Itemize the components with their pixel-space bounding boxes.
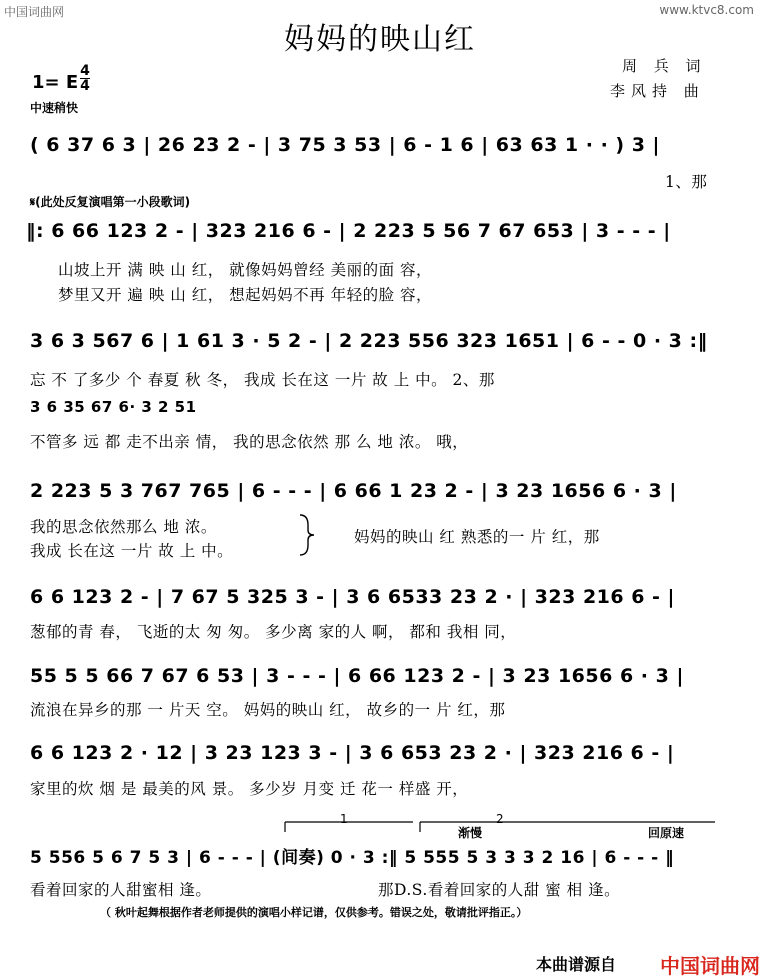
staff-5-lyric-1: 我的思念依然那么 地 浓。 bbox=[30, 518, 217, 536]
staff-3-notes: 3 6 3 567 6 | 1 61 3 · 5 2 - | 2 223 556 323 1651 | 6 - - 0 · 3 :‖ bbox=[30, 330, 708, 352]
time-signature bbox=[80, 64, 90, 93]
staff-2-lyric-2: 梦里又开 遍 映 山 红， 想起妈妈不再 年轻的脸 容， bbox=[58, 286, 432, 304]
tempo-marking: 中速稍快 bbox=[30, 101, 79, 115]
footnote: （ 秋叶起舞根据作者老师提供的演唱小样记谱，仅供参考。错误之处，敬请批评指正。） bbox=[100, 906, 528, 919]
staff-5-notes: 2 223 5 3 767 765 | 6 - - - | 6 66 1 23 2 - | 3 23 1656 6 · 3 | bbox=[30, 480, 677, 502]
staff-3-lyric: 忘 不 了多少 个 春夏 秋 冬， 我成 长在这 一片 故 上 中。 2、那 bbox=[30, 371, 495, 389]
staff-7-notes: 55 5 5 66 7 67 6 53 | 3 - - - | 6 66 123 2 - | 3 23 1656 6 · 3 | bbox=[30, 665, 684, 687]
staff-6-notes: 6 6 123 2 - | 7 67 5 325 3 - | 3 6 6533 23 2 · | 323 216 6 - | bbox=[30, 586, 675, 608]
staff-8-lyric: 家里的炊 烟 是 最美的风 景。 多少岁 月变 迁 花一 样盛 开， bbox=[30, 780, 469, 798]
lyricist: 周 兵 词 bbox=[622, 57, 707, 75]
watermark-right: www.ktvc8.com bbox=[659, 3, 754, 17]
source-site-logo: 中国词曲网 bbox=[660, 954, 760, 978]
staff-9-notes: 5 556 5 6 7 5 3 | 6 - - - | (间奏) 0 · 3 :‖ 5 555 5 3 3 3 2 16 | 6 - - - ‖ bbox=[30, 848, 675, 868]
staff-4-lyric: 不管多 远 都 走不出亲 情， 我的思念依然 那 么 地 浓。 哦， bbox=[30, 433, 469, 451]
staff-8-notes: 6 6 123 2 · 12 | 3 23 123 3 - | 3 6 653 23 2 · | 323 216 6 - | bbox=[30, 742, 675, 764]
time-top: 4 bbox=[80, 63, 90, 79]
ritardando-marking: 渐慢 bbox=[458, 826, 483, 840]
composer: 李风持 曲 bbox=[610, 82, 705, 100]
segno-marker: 𝄋(此处反复演唱第一小段歌词) bbox=[30, 195, 191, 209]
staff-9-lyric-2: 那D.S.看着回家的人甜 蜜 相 逢。 bbox=[378, 881, 621, 899]
source-label: 本曲谱源自 bbox=[536, 955, 617, 974]
staff-9-lyric-1: 看着回家的人甜蜜相 逢。 bbox=[30, 881, 212, 899]
watermark-left: 中国词曲网 bbox=[4, 5, 65, 19]
staff-2-notes: ‖: 6 66 123 2 - | 323 216 6 - | 2 223 5 56 7 67 653 | 3 - - - | bbox=[26, 220, 671, 242]
a-tempo-marking: 回原速 bbox=[648, 826, 685, 840]
staff-7-lyric: 流浪在异乡的那 一 片天 空。 妈妈的映山 红， 故乡的一 片 红，那 bbox=[30, 701, 506, 719]
song-title: 妈妈的映山红 bbox=[284, 22, 476, 57]
staff-2-lyric-1: 山坡上开 满 映 山 红， 就像妈妈曾经 美丽的面 容， bbox=[58, 261, 432, 279]
staff-5-side-lyric: 妈妈的映山 红 熟悉的一 片 红，那 bbox=[354, 528, 600, 546]
time-bottom: 4 bbox=[80, 78, 90, 94]
staff-1-notes: ( 6 37 6 3 | 26 23 2 - | 3 75 3 53 | 6 - 1 6 | 63 63 1 · · ) 3 | bbox=[30, 134, 660, 156]
staff-1-lyric: 1、那 bbox=[665, 173, 708, 191]
staff-5-lyric-2: 我成 长在这 一片 故 上 中。 bbox=[30, 542, 234, 560]
volta-1-label: 1 bbox=[340, 812, 348, 826]
key-signature: 1= E bbox=[32, 72, 79, 93]
staff-6-lyric: 葱郁的青 春， 飞逝的太 匆 匆。 多少离 家的人 啊， 都和 我相 同， bbox=[30, 623, 517, 641]
staff-4-notes: 3 6 35 67 6· 3 2 51 bbox=[30, 398, 197, 416]
volta-2-label: 2 bbox=[496, 812, 504, 826]
